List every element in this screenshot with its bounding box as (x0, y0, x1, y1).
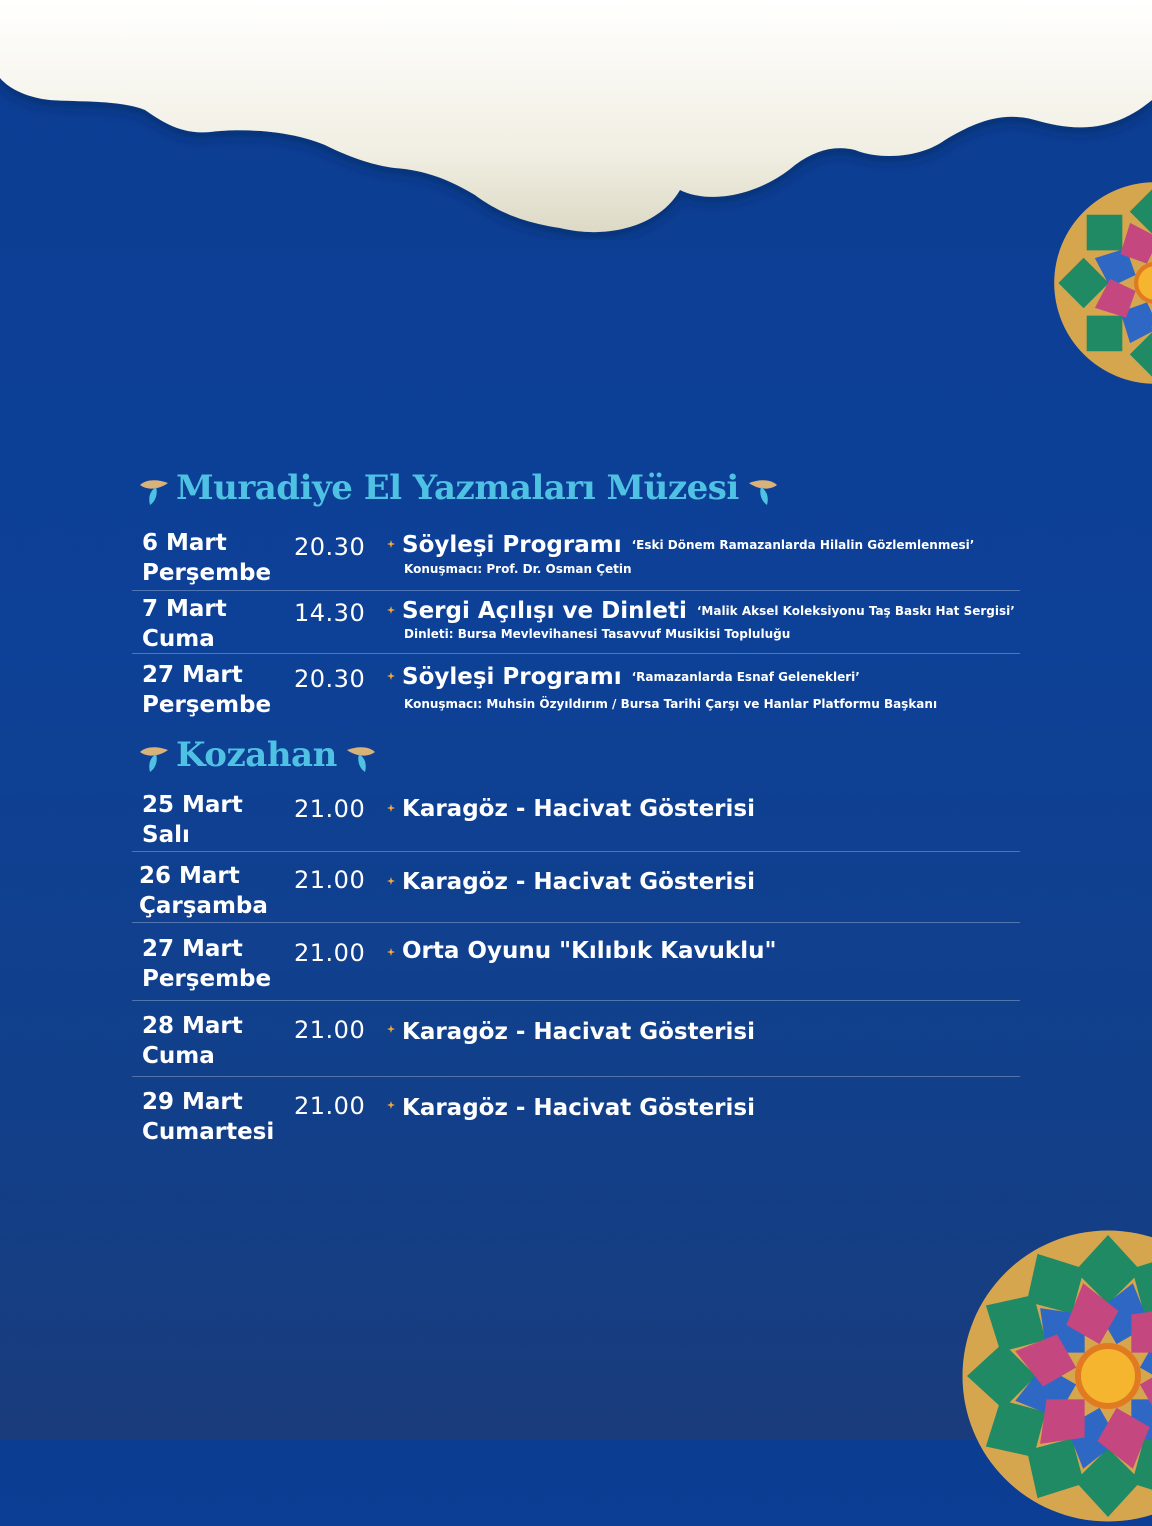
star-bullet-icon (387, 606, 395, 614)
star-bullet-icon (387, 1101, 395, 1109)
event-title: Karagöz - Hacivat Gösterisi (402, 792, 755, 826)
event-time: 21.00 (294, 865, 365, 895)
section-title-text: Kozahan (176, 735, 337, 775)
event-row (132, 861, 1020, 923)
event-date: 28 Mart Cuma (142, 1011, 243, 1071)
event-date: 27 Mart Perşembe (142, 660, 271, 720)
event-quote: ‘Ramazanlarda Esnaf Gelenekleri’ (632, 670, 860, 684)
leaf-ornament-icon (343, 738, 377, 772)
event-title: Orta Oyunu "Kılıbık Kavuklu" (402, 934, 776, 968)
event-time: 21.00 (294, 938, 365, 968)
event-row (132, 528, 1020, 591)
section-title-kozahan (138, 735, 377, 775)
event-row (132, 790, 1020, 852)
event-date: 26 Mart Çarşamba (139, 861, 268, 921)
event-date: 7 Mart Cuma (142, 594, 227, 654)
event-time: 20.30 (294, 532, 365, 562)
event-time: 21.00 (294, 1015, 365, 1045)
section-title-muradiye (138, 468, 779, 508)
event-row (132, 594, 1020, 654)
star-bullet-icon (387, 1025, 395, 1033)
event-row (132, 660, 1020, 720)
event-title: Karagöz - Hacivat Gösterisi (402, 1091, 755, 1125)
geometric-rosette-icon (958, 1226, 1152, 1526)
row-divider (132, 653, 1020, 654)
star-bullet-icon (387, 672, 395, 680)
event-title: Sergi Açılışı ve Dinleti ‘Malik Aksel Koleksiyonu Taş Baskı Hat Sergisi’ (402, 594, 1015, 628)
event-time: 21.00 (294, 794, 365, 824)
row-divider (132, 1076, 1020, 1077)
row-divider (132, 851, 1020, 852)
event-quote: ‘Eski Dönem Ramazanlarda Hilalin Gözlemlenmesi’ (632, 538, 975, 552)
star-bullet-icon (387, 540, 395, 548)
event-title: Karagöz - Hacivat Gösterisi (402, 1015, 755, 1049)
geometric-rosette-icon (1050, 178, 1152, 388)
event-row (132, 934, 1020, 1001)
event-subtitle: Konuşmacı: Prof. Dr. Osman Çetin (404, 562, 632, 576)
leaf-ornament-icon (138, 471, 172, 505)
leaf-ornament-icon (745, 471, 779, 505)
event-date: 29 Mart Cumartesi (142, 1087, 274, 1147)
event-date: 25 Mart Salı (142, 790, 243, 850)
event-time: 20.30 (294, 664, 365, 694)
event-row (132, 1087, 1020, 1149)
section-title-text: Muradiye El Yazmaları Müzesi (176, 468, 739, 508)
event-date: 27 Mart Perşembe (142, 934, 271, 994)
event-quote: ‘Malik Aksel Koleksiyonu Taş Baskı Hat Sergisi’ (697, 604, 1015, 618)
event-subtitle: Konuşmacı: Muhsin Özyıldırım / Bursa Tarihi Çarşı ve Hanlar Platformu Başkanı (404, 697, 937, 711)
cloud-decoration (0, 0, 1152, 240)
event-time: 21.00 (294, 1091, 365, 1121)
event-title: Söyleşi Programı ‘Ramazanlarda Esnaf Gelenekleri’ (402, 660, 860, 694)
star-bullet-icon (387, 877, 395, 885)
row-divider (132, 590, 1020, 591)
event-title: Söyleşi Programı ‘Eski Dönem Ramazanlarda Hilalin Gözlemlenmesi’ (402, 528, 974, 562)
event-title: Karagöz - Hacivat Gösterisi (402, 865, 755, 899)
event-time: 14.30 (294, 598, 365, 628)
star-bullet-icon (387, 804, 395, 812)
row-divider (132, 1000, 1020, 1001)
star-bullet-icon (387, 948, 395, 956)
row-divider (132, 922, 1020, 923)
leaf-ornament-icon (138, 738, 172, 772)
event-date: 6 Mart Perşembe (142, 528, 271, 588)
event-row (132, 1011, 1020, 1077)
event-subtitle: Dinleti: Bursa Mevlevihanesi Tasavvuf Musikisi Topluluğu (404, 627, 790, 641)
